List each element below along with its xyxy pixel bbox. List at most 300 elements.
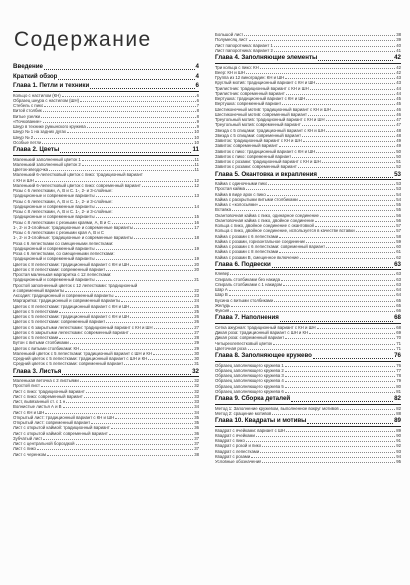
toc-entry-title: Глава 4. Заполняющие элементы — [215, 54, 318, 61]
toc-entry-title: Шнур в технике румынского кружева — [13, 124, 86, 129]
dot-leader — [272, 414, 395, 415]
toc-entry — [13, 452, 199, 457]
toc-page-number: 6 — [196, 92, 199, 98]
toc-entry-title: традиционные и современные варианты — [13, 214, 95, 220]
toc-entry-title: Особые петли — [13, 139, 42, 145]
dot-leader — [285, 78, 395, 79]
toc-page-number: 51 — [396, 159, 401, 164]
toc-page-number: 7 — [196, 103, 199, 108]
toc-entry — [13, 361, 199, 366]
toc-entry-title: Желудь — [215, 302, 231, 308]
toc-page-number: 68 — [396, 324, 401, 330]
dot-leader — [285, 392, 395, 393]
dot-leader — [292, 157, 395, 158]
toc-entry-title: Глава 7. Наполнения — [215, 314, 279, 322]
toc-page-number: 43 — [396, 80, 401, 86]
toc-page-number: 25 — [194, 303, 199, 309]
toc-page-number: 50 — [396, 153, 401, 159]
toc-entry-title: Метод 1: Заполнение кружевом, выполненное вокруг мотивов — [215, 405, 339, 411]
toc-entry-title: Лист папоротника: вариант 1 — [215, 42, 273, 48]
dot-leader — [49, 170, 193, 171]
toc-page-number: 65 — [396, 302, 401, 308]
toc-entry-title: Введение — [13, 63, 43, 70]
dot-leader — [232, 210, 395, 211]
toc-page-number: 8 — [196, 113, 199, 119]
toc-entry-title: Глава 2. Цветы — [13, 146, 60, 153]
toc-entry-title: 1-, 2- и 3-слойные: традиционные и современные варианты — [13, 235, 133, 241]
toc-page-number: 50 — [396, 148, 401, 154]
dot-leader — [112, 223, 194, 224]
toc-entry-title: традиционные и современные варианты — [13, 193, 95, 199]
toc-entry-title: Образец заполняющего кружева 3 — [215, 373, 284, 378]
toc-page-number: 30 — [194, 350, 199, 356]
dot-leader — [80, 349, 193, 350]
toc-entry-title: Треугольный мотив: традиционный вариант с КН и ШН — [215, 117, 325, 122]
dot-leader — [134, 238, 193, 239]
toc-entry-title: Цветок с 8 лепестками: традиционный вариант с КН и ШН — [13, 261, 130, 267]
toc-entry-title: Вертушка: традиционный вариант с КН и ШН — [215, 96, 306, 101]
dot-leader — [279, 237, 395, 238]
toc-page-number: 28 — [194, 335, 199, 340]
toc-page-number: 10 — [194, 139, 199, 145]
toc-entry-title: Цветок с 8 лепестками: современный вариант — [13, 266, 106, 272]
dot-leader — [96, 259, 194, 260]
dot-leader — [41, 117, 196, 118]
toc-entry-title: Глава 6. Подвески — [215, 260, 271, 268]
toc-entry-title: Витой столбик — [13, 108, 42, 114]
toc-entry-title: Образец заполняющего кружева 5 — [215, 383, 284, 389]
toc-entry-title: Спираль столбиками без накида — [215, 276, 281, 282]
toc-entry-title: Кайма в виде арок с пико — [215, 191, 266, 197]
dot-leader — [62, 374, 191, 375]
toc-entry-title: Зубчатый лист — [13, 435, 43, 441]
dot-leader — [45, 413, 193, 414]
dot-leader — [66, 402, 193, 403]
toc-entry-title: Простой лист — [13, 383, 40, 389]
dot-leader — [96, 207, 194, 208]
toc-entry-title: Кайма с одиночными пико — [215, 181, 268, 186]
toc-page-number: 30 — [194, 356, 199, 361]
toc-page-number: 62 — [396, 254, 401, 260]
toc-entry-title: Цветок-звездочка — [13, 167, 49, 172]
toc-page-number: 10 — [194, 134, 199, 140]
dot-leader — [96, 196, 194, 197]
toc-entry-title: Простой заполненный цветок с 12 лепестками: традиционный — [13, 282, 138, 288]
dot-leader — [65, 291, 193, 292]
toc-entry-title: Глава 1. Петли и техники — [13, 82, 90, 89]
toc-entry-title: Квадрат с розами — [215, 453, 251, 459]
toc-page-number: 57 — [396, 228, 401, 234]
toc-entry-title: Витые узелки — [13, 113, 41, 119]
dot-leader — [320, 216, 395, 217]
toc-page-number: 52 — [396, 164, 401, 170]
toc-entry-title: Фуксия — [215, 308, 230, 313]
toc-page-number: 89 — [394, 417, 401, 424]
toc-page-number: 33 — [194, 399, 199, 404]
dot-leader — [59, 338, 193, 339]
toc-entry-title: Дикая роза: традиционный вариант с ШН и КН — [215, 330, 309, 335]
toc-entry-title: Квадрат с ячейками — [215, 432, 255, 438]
toc-page-number: 69 — [396, 330, 401, 335]
toc-page-number: 41 — [396, 47, 401, 53]
dot-leader — [80, 381, 193, 382]
toc-entry-title: Завиток с розами: современный вариант — [215, 164, 297, 170]
toc-page-number: 82 — [396, 405, 401, 411]
toc-chapter-heading — [215, 261, 401, 271]
dot-leader — [274, 46, 395, 47]
toc-page-number: 48 — [396, 132, 401, 138]
toc-page-number: 55 — [396, 207, 401, 213]
dot-leader — [121, 301, 193, 302]
toc-page-number: 55 — [396, 202, 401, 207]
dot-leader — [274, 301, 395, 302]
toc-entry-title: Образец заполняющего кружева 2 — [215, 367, 284, 373]
toc-entry-title: Завиток с розами: традиционный вариант с КН и ШН — [215, 159, 321, 164]
toc-page-number: 42 — [396, 69, 401, 75]
toc-entry-title: Цветок с 5 лепестками — [13, 335, 59, 340]
toc-entry-title: «Почкование» — [13, 118, 42, 124]
toc-entry-title: 1-, 2- и 3-слойные: традиционные и современные варианты — [13, 224, 133, 230]
toc-entry-title: Шнур № 2 — [13, 134, 34, 140]
toc-page-number: 33 — [194, 393, 199, 399]
dot-leader — [80, 101, 196, 102]
toc-page-number: 82 — [394, 395, 401, 402]
toc-entry-title: Кольца с пико, двойное соединение с окантовкой — [215, 223, 314, 228]
dot-leader — [268, 184, 395, 185]
toc-page-number: 93 — [396, 448, 401, 454]
dot-leader — [134, 228, 193, 229]
toc-entry-title: Средний цветок с 5 лепестками: современный вариант — [13, 361, 124, 367]
toc-page-number: 63 — [396, 271, 401, 277]
toc-entry-title: с КН и ШН — [13, 177, 34, 183]
dot-leader — [42, 143, 193, 144]
dot-leader — [306, 99, 395, 100]
dot-leader — [130, 265, 193, 266]
toc-entry-title: Цветочная роза — [215, 345, 247, 351]
dot-leader — [115, 296, 194, 297]
toc-entry-title: Вертушка: современный вариант — [215, 101, 282, 107]
dot-leader — [299, 200, 395, 201]
toc-entry-title: Маленький 6-лепестковый цветок с пико: современный вариант — [13, 182, 141, 188]
toc-entry — [215, 164, 401, 169]
toc-entry-title: Маленькая веточка с 2 листьями — [13, 378, 79, 383]
toc-entry-title: Трилистник: традиционный вариант с КН и ШН — [215, 85, 309, 91]
toc-chapter-heading — [13, 63, 199, 72]
toc-page-number: 61 — [396, 249, 401, 255]
dot-leader — [248, 349, 396, 350]
toc-entry-title: Простая маленькая маргаритка с 12 лепестками: — [13, 272, 112, 277]
toc-page-number: 49 — [396, 138, 401, 143]
toc-entry-title: Маленький цветок с 5 лепестками: традиционный вариант с ШН и КН — [13, 350, 152, 356]
toc-page-number: 32 — [192, 367, 199, 375]
toc-entry-title: Большой лист — [215, 32, 244, 37]
dot-leader — [267, 195, 396, 196]
toc-page-number: 25 — [194, 308, 199, 314]
dot-leader — [272, 267, 393, 268]
toc-entry-title: Цветок с витыми столбиками: КН — [13, 345, 80, 351]
toc-entry-title: Маргаритка: традиционный и современный варианты — [13, 298, 121, 304]
toc-entry-title: Группа из 12 виноградин: КН и ШН — [215, 75, 285, 80]
dot-leader — [34, 138, 193, 139]
toc-entry-title: Маленький заполненный цветок 1 — [13, 156, 81, 162]
toc-entry — [13, 140, 199, 145]
toc-page-number: 53 — [394, 170, 401, 178]
toc-entry-title: Шнур № 1 на задних дугах — [13, 129, 66, 135]
dot-leader — [256, 436, 395, 437]
dot-leader — [279, 252, 395, 253]
dot-leader — [229, 290, 395, 291]
toc-page-number: 15 — [194, 214, 199, 220]
toc-entry-title: Лист с открытой каймой: современный вариант — [13, 430, 108, 436]
toc-entry-title: Квадрат с ячейками: вариант с ШН — [215, 427, 286, 433]
toc-page-number: 10 — [194, 129, 199, 135]
dot-leader — [44, 69, 195, 70]
dot-leader — [313, 358, 393, 359]
toc-entry-title: Вставка — [215, 207, 231, 213]
toc-chapter-heading — [215, 171, 401, 181]
toc-page-number: 6 — [196, 97, 199, 103]
dot-leader — [63, 407, 194, 408]
toc-page-number: 37 — [194, 446, 199, 452]
toc-entry-title: Аксодия: традиционный и современный варианты — [13, 293, 114, 298]
toc-entry — [215, 459, 401, 464]
toc-page-number: 49 — [396, 143, 401, 149]
toc-entry-title: Шар А — [215, 287, 228, 292]
dot-leader — [37, 449, 193, 450]
toc-page-number: 91 — [396, 438, 401, 443]
toc-chapter-heading — [13, 368, 199, 378]
toc-page-number: 94 — [396, 453, 401, 459]
toc-entry-title: Спираль столбиками с 1 накидом — [215, 281, 283, 287]
toc-page-number: 47 — [396, 122, 401, 128]
dot-leader — [246, 73, 395, 74]
toc-page-number: 18 — [194, 235, 199, 241]
toc-column-right — [215, 32, 401, 464]
dot-leader — [246, 189, 395, 190]
toc-page-number: 56 — [396, 212, 401, 218]
dot-leader — [315, 226, 395, 227]
toc-page-number: 11 — [192, 146, 199, 153]
toc-entry-title: Лист с пико: современный вариант — [13, 393, 83, 399]
dot-leader — [41, 386, 193, 387]
toc-entry-title: Бусина с витыми столбиками — [215, 297, 274, 303]
toc-entry-title: Лист с черенком — [13, 451, 46, 457]
dot-leader — [244, 35, 395, 36]
toc-page-number: 42 — [394, 54, 401, 61]
toc-page-number: 71 — [396, 340, 401, 346]
toc-entry-title: Кольца с пико, двойное соединение, используется в качестве вставки — [215, 228, 355, 234]
dot-leader — [316, 83, 395, 84]
toc-entry-title: Лист папоротника: вариант 2 — [215, 47, 273, 53]
dot-leader — [309, 333, 395, 334]
dot-leader — [316, 152, 395, 153]
toc-entry-title: Квадрат с розой и пико — [215, 443, 262, 449]
toc-page-number: 80 — [396, 383, 401, 389]
dot-leader — [298, 167, 395, 168]
dot-leader — [44, 106, 195, 107]
toc-entry-title: Лист с пико: традиционный вариант — [13, 388, 85, 394]
dot-leader — [87, 127, 196, 128]
dot-leader — [62, 96, 196, 97]
dot-leader — [307, 423, 393, 424]
dot-leader — [130, 317, 193, 318]
toc-column-left — [13, 62, 199, 457]
dot-leader — [281, 280, 395, 281]
toc-entry-title: Лист с открытой каймой: традиционный вариант — [13, 425, 110, 431]
toc-page-number: 34 — [194, 409, 199, 415]
toc-entry-title: Клевер — [215, 271, 230, 277]
toc-entry-title: Кайма с розами с 8 лепестками — [215, 249, 279, 255]
dot-leader — [308, 115, 395, 116]
toc-page-number: 63 — [394, 260, 401, 268]
toc-page-number: 65 — [396, 297, 401, 303]
toc-entry-title: Окантовочная кайма с пико, двойное соединение — [215, 217, 315, 223]
toc-entry-title: Завиток: традиционный вариант с КН и ШН — [215, 138, 302, 143]
dot-leader — [317, 328, 396, 329]
toc-page-number: 12 — [194, 182, 199, 188]
toc-page-number: 9 — [196, 124, 199, 129]
toc-page-number: 19 — [194, 256, 199, 262]
toc-entry-title: Дикая роза: современный вариант — [215, 335, 285, 341]
toc-entry-title: Цветок с 5 лепестками: традиционный вариант с КН и ШН — [13, 314, 130, 319]
toc-chapter-heading — [13, 82, 199, 92]
dot-leader — [106, 322, 193, 323]
toc-page-number: 16 — [194, 219, 199, 225]
toc-page-number: 11 — [194, 161, 199, 167]
toc-entry-title: Кайма с розами В, смещенное включение — [215, 254, 299, 260]
dot-leader — [283, 285, 395, 286]
dot-leader — [230, 274, 395, 275]
dot-leader — [124, 364, 193, 365]
dot-leader — [306, 242, 395, 243]
dot-leader — [96, 249, 194, 250]
toc-entry — [215, 346, 401, 351]
toc-entry-title: Розы с 6 лепестками, А, В и С. 1-, 2- и 3-слойные: — [13, 198, 113, 204]
toc-page-number: 71 — [396, 345, 401, 351]
dot-leader — [262, 446, 395, 447]
dot-leader — [310, 89, 396, 90]
toc-page-number: 70 — [396, 335, 401, 341]
dot-leader — [43, 122, 196, 123]
dot-leader — [142, 186, 193, 187]
toc-entry-title: Шестиконечный мотив: современный вариант — [215, 111, 307, 117]
dot-leader — [260, 452, 395, 453]
dot-leader — [285, 366, 395, 367]
toc-page-number: 42 — [396, 64, 401, 70]
toc-page-number: 63 — [396, 276, 401, 282]
toc-entry-title: Лист с центральной бороздкой — [13, 441, 75, 446]
toc-entry-title: Глава 9. Сборка деталей — [215, 395, 291, 402]
toc-page-number: 36 — [194, 425, 199, 431]
toc-entry-title: Роза с 6 лепестками со смещенными лепестками: — [13, 240, 114, 246]
toc-page-number: 53 — [396, 181, 401, 186]
toc-page-number: 11 — [194, 167, 199, 172]
toc-page-number: 54 — [396, 191, 401, 197]
toc-page-number: 56 — [396, 217, 401, 223]
dot-leader — [91, 423, 193, 424]
dot-leader — [82, 160, 194, 161]
toc-page-number: 63 — [396, 281, 401, 287]
toc-entry-title: Лист, вывязанный ст. с 1 н — [13, 399, 66, 404]
dot-leader — [230, 311, 395, 312]
toc-entry-title: Розы с 8 лепестками, А, В и С. 1-, 2- и 3-слойные: — [13, 209, 113, 214]
toc-entry-title: Краткий обзор — [13, 72, 58, 80]
toc-page-number: 21 — [194, 277, 199, 283]
toc-entry-title: Кайма с розами с 6 лепестками — [215, 233, 279, 239]
dot-leader — [153, 354, 193, 355]
toc-entry-title: Стебель с пико — [13, 103, 44, 108]
dot-leader — [302, 125, 396, 126]
dot-leader — [67, 132, 193, 133]
toc-chapter-heading — [215, 314, 401, 324]
toc-entry-title: традиционный и современный варианты — [13, 245, 95, 251]
toc-page-number: 76 — [394, 352, 401, 359]
toc-page-number: 57 — [396, 223, 401, 228]
toc-chapter-heading — [215, 417, 401, 427]
toc-entry-title: Шар В — [215, 292, 228, 298]
dot-leader — [60, 152, 191, 153]
toc-page-number: 38 — [396, 32, 401, 37]
toc-entry-title: Четырехлепестковый цветок — [215, 340, 273, 346]
toc-page-number: 54 — [396, 196, 401, 202]
toc-page-number: 17 — [194, 224, 199, 230]
toc-entry-title: Метод 2: сращение мотивов — [215, 410, 272, 416]
dot-leader — [96, 217, 194, 218]
toc-page-number: 29 — [194, 340, 199, 346]
dot-leader — [84, 397, 193, 398]
toc-page-number: 32 — [194, 378, 199, 383]
toc-page-number: 89 — [396, 427, 401, 433]
dot-leader — [318, 177, 393, 178]
toc-page-number: 64 — [396, 287, 401, 292]
toc-chapter-heading — [13, 73, 199, 82]
toc-page-number: 32 — [194, 388, 199, 394]
toc-page-number: 27 — [194, 329, 199, 335]
toc-entry-title: Сетка ажурная: традиционный вариант с КН и ШН — [215, 324, 316, 330]
toc-entry-title: Роза с 6 лепестками, со смещенными лепестками: — [13, 251, 115, 256]
dot-leader — [318, 60, 393, 61]
toc-page-number: 46 — [396, 106, 401, 112]
dot-leader — [47, 455, 193, 456]
dot-leader — [302, 136, 395, 137]
toc-entry-title: Кайма с раскрытыми витыми столбиками — [215, 196, 298, 202]
dot-leader — [260, 68, 395, 69]
toc-entry-title: Волнистые листья А и В — [13, 404, 62, 410]
toc-page-number: 35 — [194, 414, 199, 420]
toc-page-number: 79 — [396, 378, 401, 384]
dot-leader — [332, 110, 395, 111]
dot-leader — [285, 371, 395, 372]
dot-leader — [286, 94, 395, 95]
toc-entry-title: Цветок с 6 закрытыми лепестками: современный вариант — [13, 329, 129, 335]
toc-entry-title: Условные обозначения — [215, 459, 262, 464]
dot-leader — [326, 247, 395, 248]
toc-page-number: 26 — [194, 319, 199, 325]
toc-entry-title: Глава 3. Листья — [13, 367, 62, 375]
dot-leader — [285, 381, 395, 382]
dot-leader — [115, 418, 193, 419]
dot-leader — [231, 306, 395, 307]
toc-entry-title: Кайма с розами, горизонтальное соединение — [215, 238, 306, 244]
dot-leader — [70, 343, 193, 344]
toc-chapter-heading — [13, 146, 199, 156]
dot-leader — [35, 181, 193, 182]
dot-leader — [356, 231, 396, 232]
toc-entry-title: Лист с КН и ШН — [13, 409, 45, 415]
toc-entry-title: Лист с пико — [13, 446, 36, 452]
toc-page-number: 78 — [396, 373, 401, 378]
toc-entry-title: Завиток: современный вариант — [215, 143, 278, 149]
